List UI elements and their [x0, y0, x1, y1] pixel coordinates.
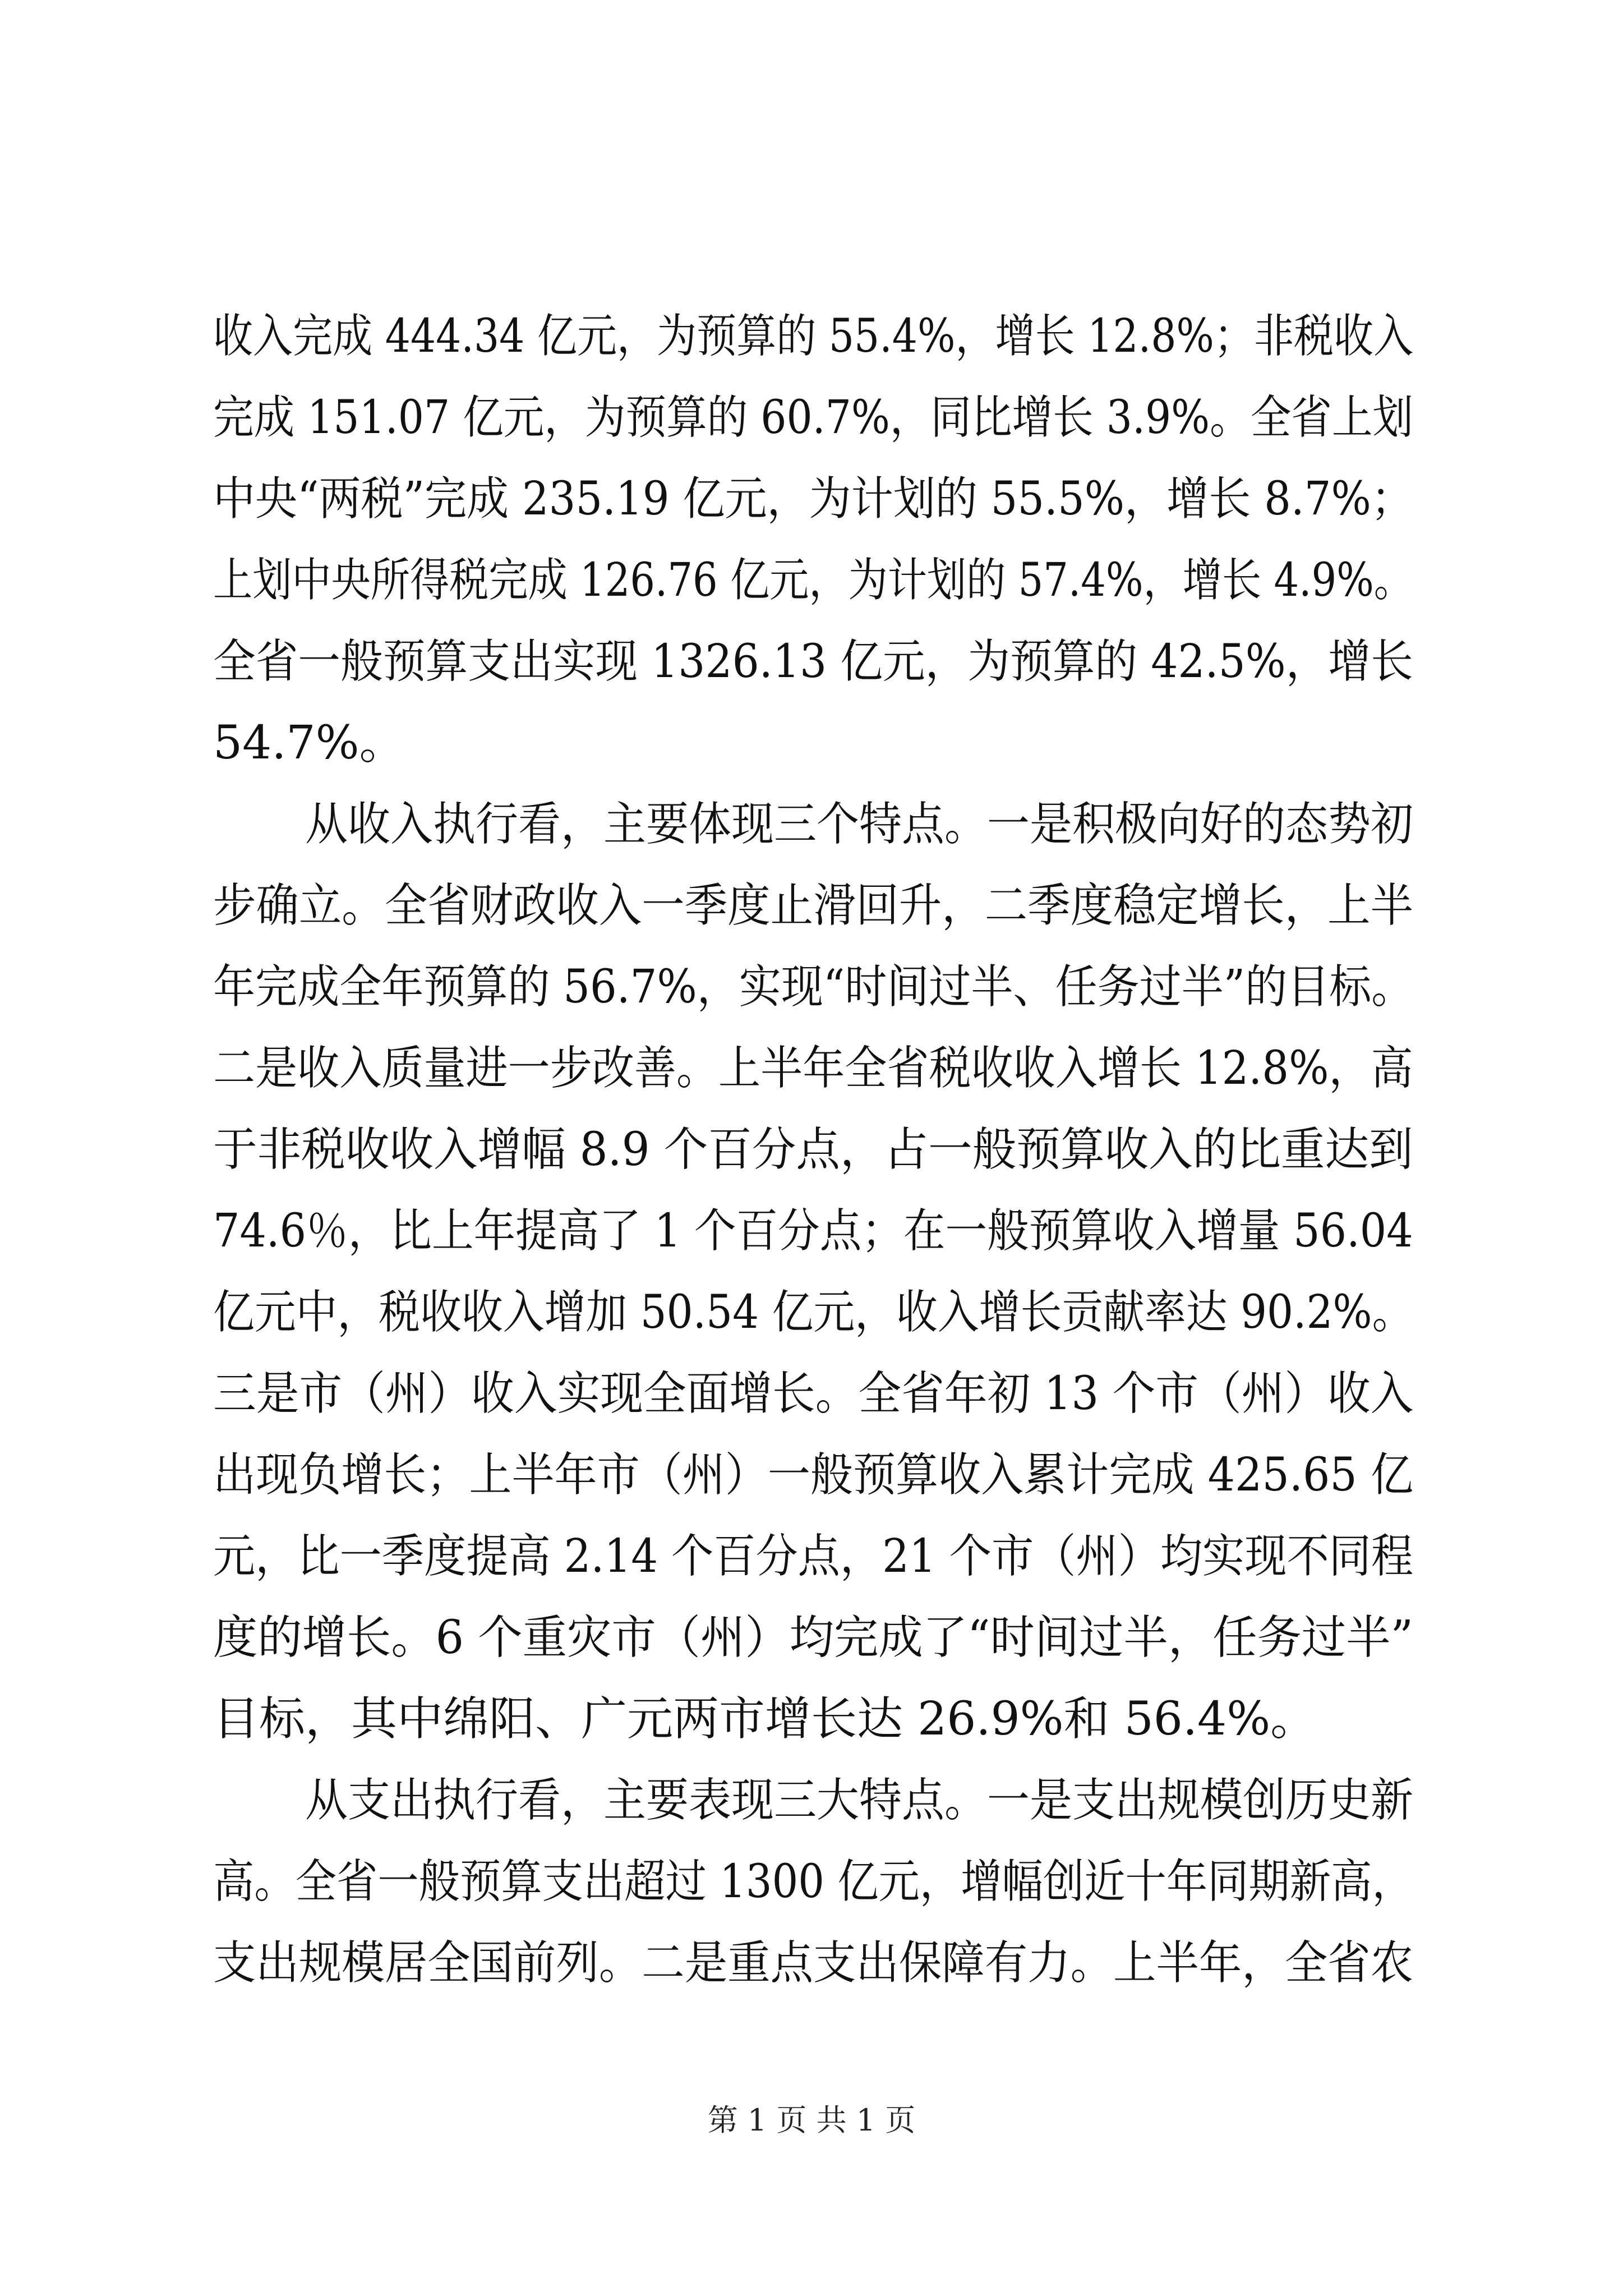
line-text: 年完成全年预算的 56.7%，实现“时间过半、任务过半”的目标。	[213, 960, 1414, 1014]
line-text: 目标，其中绵阳、广元两市增长达 26.9%和 56.4%。	[213, 1692, 1317, 1746]
text-line	[0, 309, 1623, 365]
line-text: 度的增长。6 个重灾市（州）均完成了“时间过半，任务过半”	[213, 1611, 1414, 1664]
text-line	[0, 1935, 1623, 1991]
text-line	[0, 1610, 1623, 1666]
line-text: 从收入执行看，主要体现三个特点。一是积极向好的态势初	[305, 798, 1414, 851]
line-text: 出现负增长；上半年市（州）一般预算收入累计完成 425.65 亿	[213, 1448, 1414, 1502]
line-text: 高。全省一般预算支出超过 1300 亿元，增幅创近十年同期新高，	[213, 1855, 1413, 1908]
text-line	[0, 878, 1623, 934]
line-text: 三是市（州）收入实现全面增长。全省年初 13 个市（州）收入	[213, 1367, 1414, 1420]
line-text: 支出规模居全国前列。二是重点支出保障有力。上半年，全省农	[213, 1936, 1414, 1990]
text-line	[0, 1203, 1623, 1259]
line-text: 上划中央所得税完成 126.76 亿元，为计划的 57.4%，增长 4.9%。	[213, 554, 1413, 607]
text-line	[0, 1854, 1623, 1910]
text-line	[0, 1529, 1623, 1585]
line-text: 步确立。全省财政收入一季度止滑回升，二季度稳定增长，上半	[213, 879, 1414, 932]
line-text: 中央“两税”完成 235.19 亿元，为计划的 55.5%，增长 8.7%；	[213, 472, 1413, 526]
text-line	[0, 553, 1623, 609]
line-text: 74.6％，比上年提高了 1 个百分点；在一般预算收入增量 56.04	[213, 1204, 1413, 1258]
text-line	[0, 715, 1623, 771]
text-line	[0, 1285, 1623, 1341]
text-line	[0, 959, 1623, 1015]
text-line	[0, 471, 1623, 527]
line-text: 54.7%。	[213, 716, 405, 770]
line-text: 于非税收收入增幅 8.9 个百分点，占一般预算收入的比重达到	[213, 1123, 1413, 1176]
text-line	[0, 634, 1623, 690]
line-text: 收入完成 444.34 亿元，为预算的 55.4%，增长 12.8%；非税收入	[213, 310, 1414, 363]
line-text: 二是收入质量进一步改善。上半年全省税收收入增长 12.8%，高	[213, 1042, 1413, 1095]
line-text: 完成 151.07 亿元，为预算的 60.7%，同比增长 3.9%。全省上划	[213, 391, 1413, 444]
text-line	[0, 390, 1623, 446]
line-text: 全省一般预算支出实现 1326.13 亿元，为预算的 42.5%，增长	[213, 635, 1413, 688]
text-line	[0, 1366, 1623, 1422]
paragraph-first-line	[0, 1773, 1623, 1829]
text-line	[0, 1122, 1623, 1178]
line-text: 元，比一季度提高 2.14 个百分点，21 个市（州）均实现不同程	[213, 1530, 1414, 1583]
paragraph-first-line	[0, 797, 1623, 853]
page-number-label: 第 1 页 共 1 页	[707, 2102, 916, 2138]
text-line	[0, 1447, 1623, 1503]
line-text: 亿元中，税收收入增加 50.54 亿元，收入增长贡献率达 90.2%。	[213, 1286, 1414, 1339]
line-text: 从支出执行看，主要表现三大特点。一是支出规模创历史新	[305, 1774, 1414, 1827]
page-footer	[0, 2101, 1623, 2140]
text-line	[0, 1041, 1623, 1097]
text-line	[0, 1691, 1623, 1747]
